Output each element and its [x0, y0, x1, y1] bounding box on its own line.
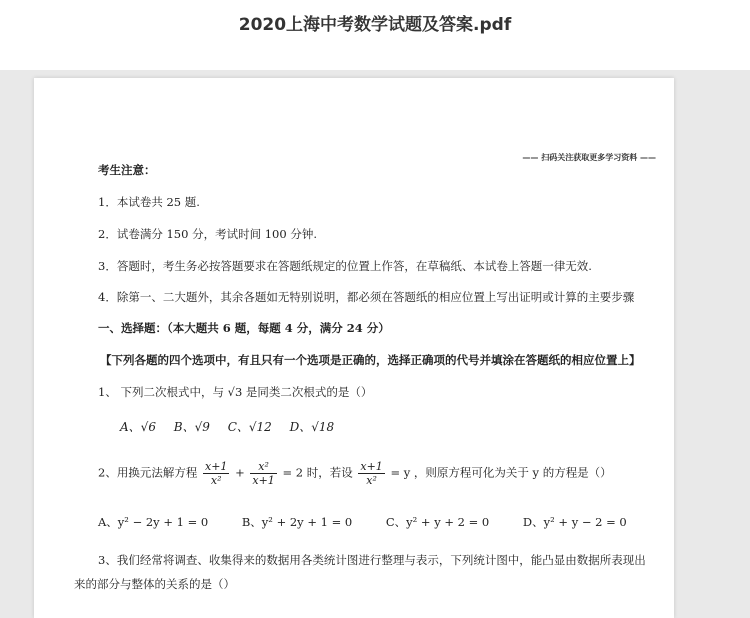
question-2-stem: 2、用换元法解方程 $\frac{x+1}{\text{x²}}$ + $\frac{\text{x²}}{x+1}$ = 2 时，若设 $\frac{x+1}{\text{x²}}$ = y ，则原方程可化为关于 y 的方程是（） [98, 460, 612, 487]
notice-title: 考生注意： [98, 163, 156, 177]
title-bar [0, 0, 750, 70]
q1-option-b[interactable]: B、√9 [173, 420, 210, 434]
scan-note: —— 扫码关注获取更多学习资料 —— [522, 153, 656, 162]
notice-item-4: 4．除第一、二大题外，其余各题如无特别说明，都必须在答题纸的相应位置上写出证明或计算的主要步骤 [98, 290, 635, 304]
notice-item-2: 2．试卷满分 150 分，考试时间 100 分钟. [98, 227, 317, 241]
q2-fraction-3: $\frac{x+1}{\text{x²}}$ [360, 460, 383, 487]
notice-item-1: 1．本试卷共 25 题. [98, 195, 200, 209]
q2-option-c[interactable]: C、y² + y + 2 = 0 [385, 515, 490, 529]
section1-heading: 一、选择题：（本大题共 6 题，每题 4 分，满分 24 分） [98, 321, 390, 335]
document-title: 2020上海中考数学试题及答案.pdf [238, 15, 512, 35]
q2-option-a[interactable]: A、y² − 2y + 1 = 0 [98, 515, 209, 529]
q2-fraction-2: $\frac{\text{x²}}{x+1}$ [252, 460, 275, 487]
q1-option-c[interactable]: C、√12 [227, 420, 272, 434]
question-1-options [120, 418, 348, 435]
q2-option-b[interactable]: B、y² + 2y + 1 = 0 [241, 515, 353, 529]
q2-fraction-1: $\frac{x+1}{\text{x²}}$ [204, 460, 228, 487]
q1-option-a[interactable]: A、√6 [120, 420, 156, 434]
notice-item-3: 3．答题时，考生务必按答题要求在答题纸规定的位置上作答，在草稿纸、本试卷上答题一律无效. [98, 259, 592, 273]
question-3-line-1: 3、我们经常将调查、收集得来的数据用各类统计图进行整理与表示，下列统计图中，能凸显由数据所表现出 [98, 553, 646, 567]
q1-option-d[interactable]: D、√18 [289, 420, 335, 434]
question-2-options [98, 514, 657, 530]
question-3-line-2: 来的部分与整体的关系的是（） [74, 577, 235, 591]
pdf-page [34, 78, 674, 618]
section1-instruction: 【下列各题的四个选项中，有且只有一个选项是正确的，选择正确项的代号并填涂在答题纸的相应位置上】 [100, 353, 641, 367]
q2-option-d[interactable]: D、y² + y − 2 = 0 [522, 515, 627, 529]
question-1-stem: 1、 下列二次根式中，与 √3 是同类二次根式的是（） [98, 385, 373, 399]
